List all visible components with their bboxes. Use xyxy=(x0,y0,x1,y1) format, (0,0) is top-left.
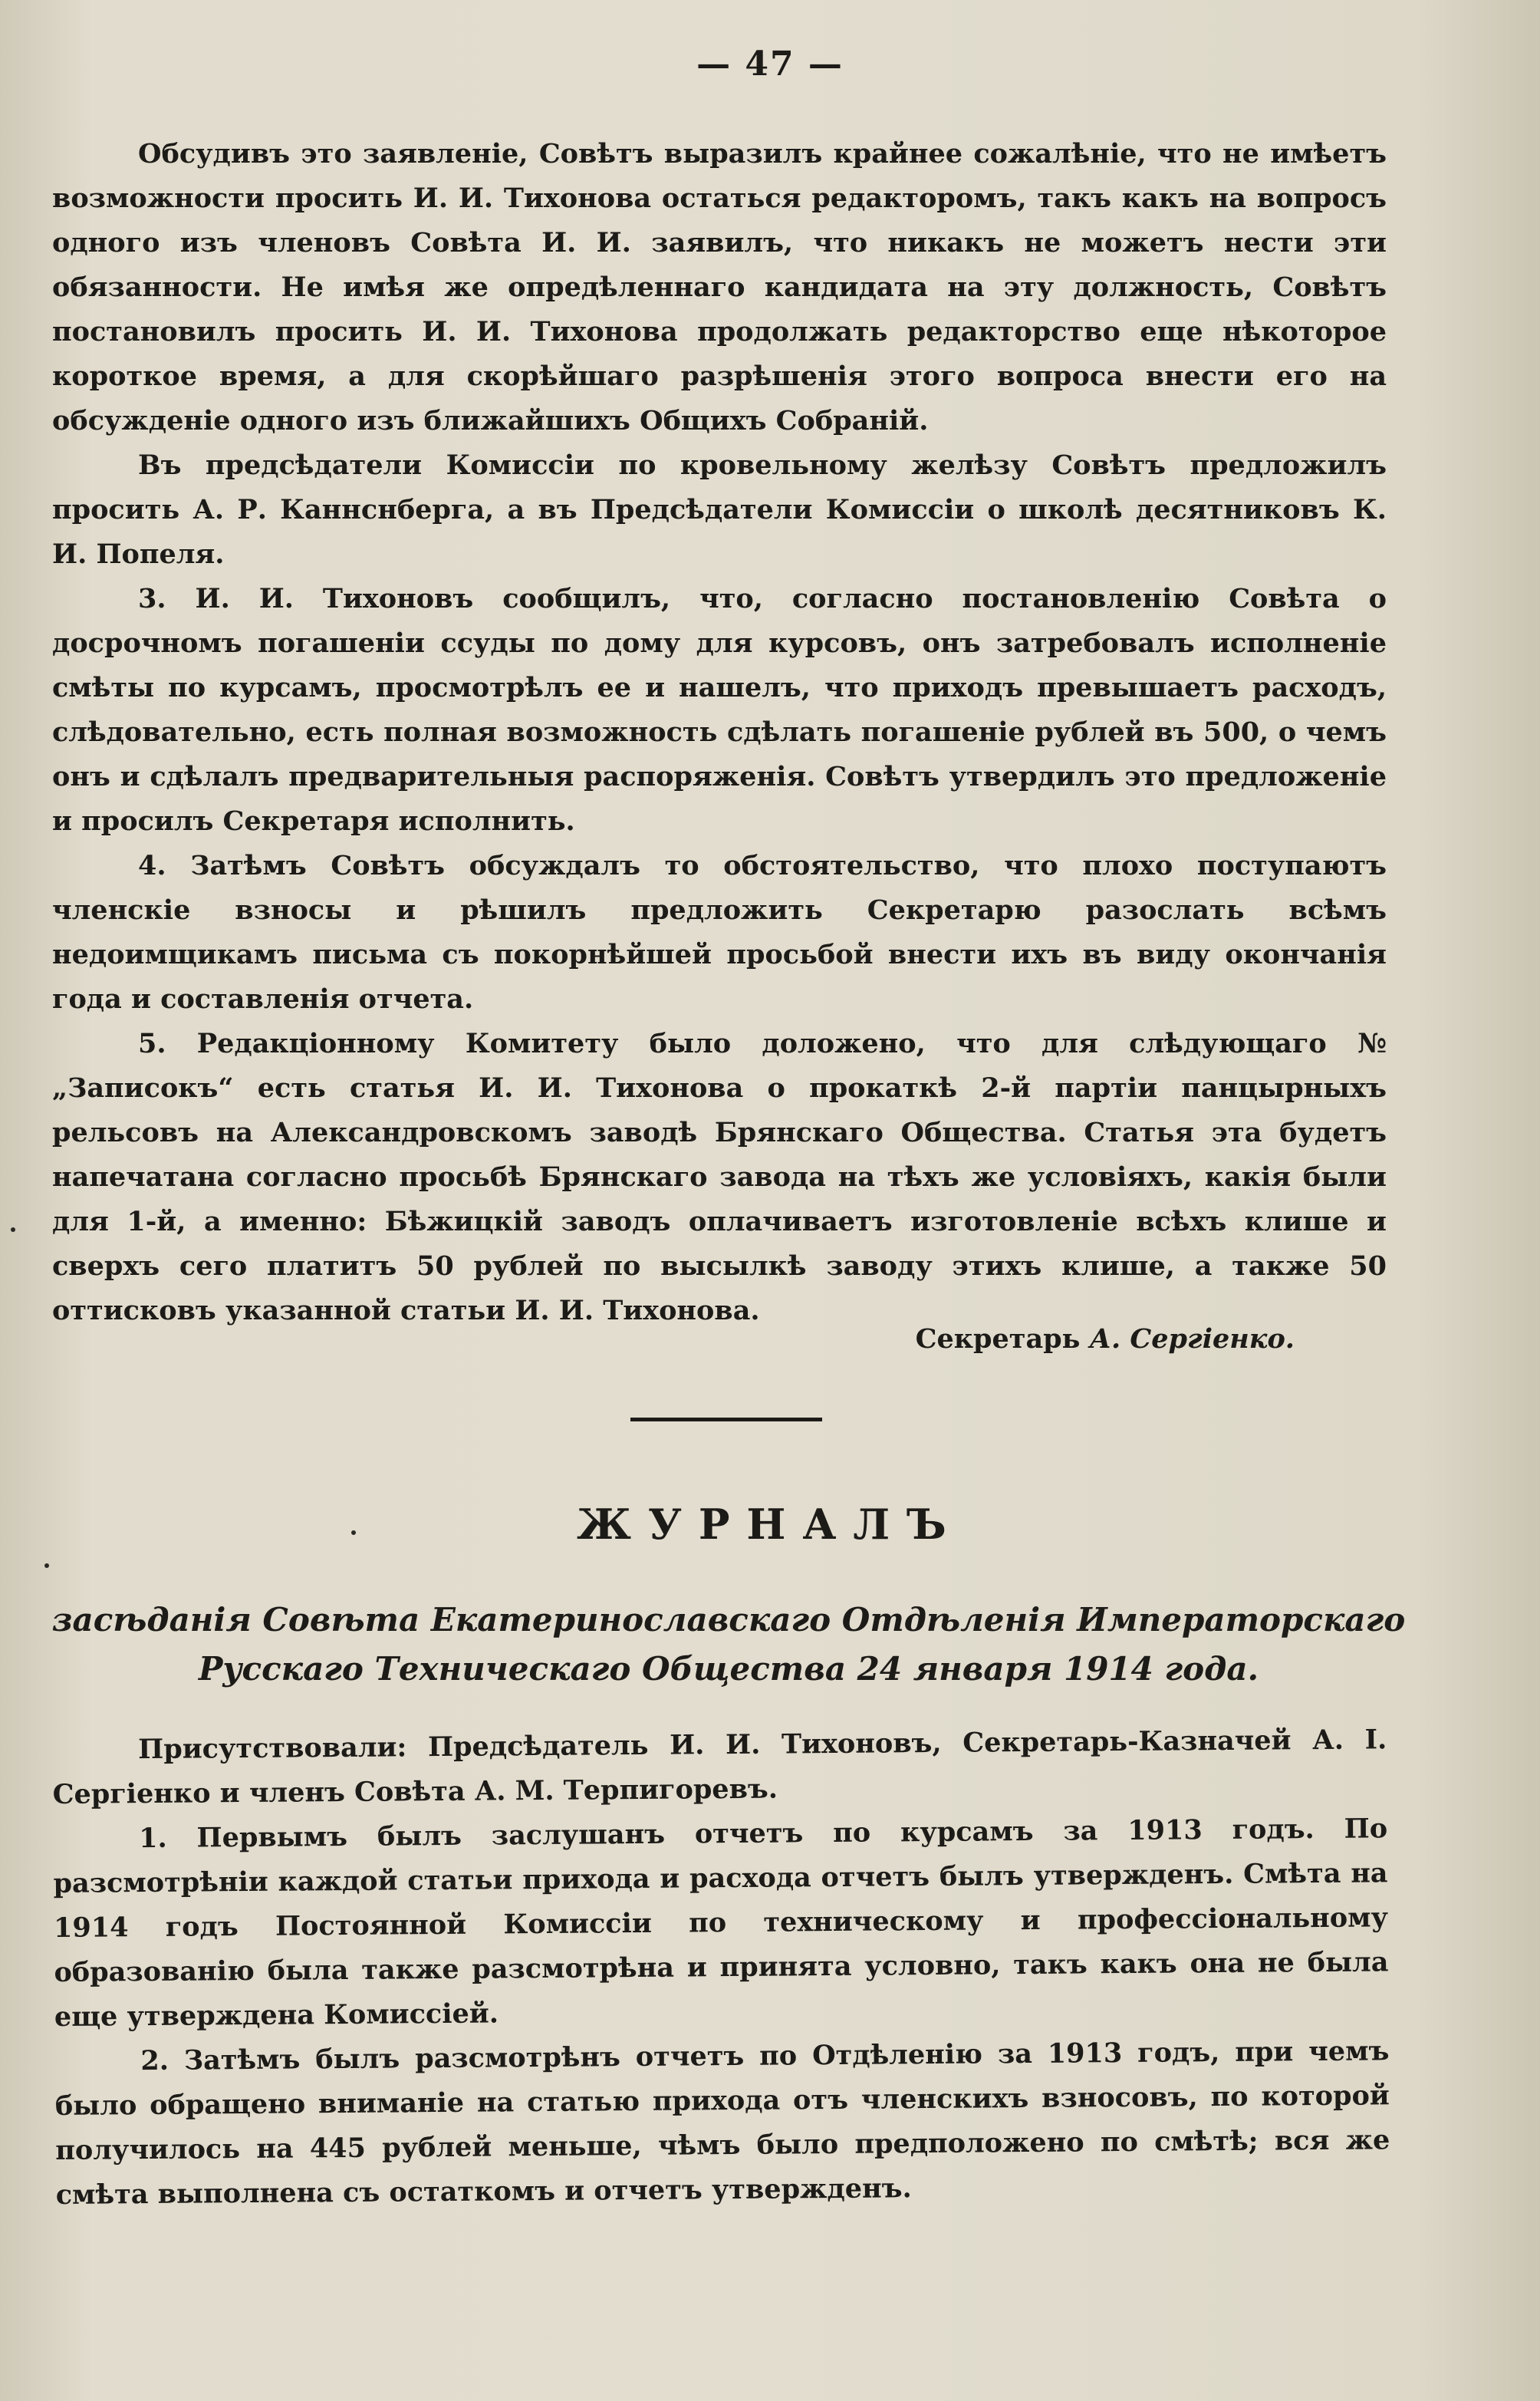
print-speck xyxy=(44,1563,49,1568)
signature-title: Секретарь xyxy=(915,1323,1081,1355)
paragraph-attendees: Присутствовали: Предсѣдатель И. И. Тихоновъ, Секретарь-Казначей А. І. Сергіенко и членъ Совѣта А. М. Терпигоревъ. xyxy=(52,1724,1387,1810)
journal-subtitle xyxy=(46,1596,1411,1694)
paragraph-discussion: Обсудивъ это заявленіе, Совѣтъ выразилъ крайнее сожалѣніе, что не имѣетъ возможности просить И. И. Тихонова остаться редакторомъ, такъ какъ на вопросъ одного изъ членовъ Совѣта И. И. заявилъ, что никакъ не можетъ нести эти обязанности. Не имѣя же опредѣленнаго кандидата на эту должность, Совѣтъ постановилъ просить И. И. Тихонова продолжать редакторство еще нѣкоторое короткое время, а для скорѣйшаго разрѣшенія этого вопроса внести его на обсужденіе одного изъ ближайшихъ Общихъ Собраній. xyxy=(52,138,1387,436)
secretary-signature xyxy=(916,1323,1295,1355)
journal-minutes xyxy=(52,1718,1390,2218)
page-number: — 47 — xyxy=(696,44,844,84)
section-divider xyxy=(630,1418,822,1421)
journal-title: ЖУРНАЛЪ xyxy=(577,1500,963,1549)
paragraph-journal-item-2: 2. Затѣмъ былъ разсмотрѣнъ отчетъ по Отдѣленію за 1913 годъ, при чемъ было обращено вниманіе на статью прихода отъ членскихъ взносовъ, по которой получилось на 445 рублей меньше, чѣмъ было предположено по смѣтѣ; вся же смѣта выполнена съ остаткомъ и отчетъ утвержденъ. xyxy=(54,2035,1390,2211)
paragraph-item-3: 3. И. И. Тихоновъ сообщилъ, что, согласно постановленію Совѣта о досрочномъ погашеніи ссуды по дому для курсовъ, онъ затребовалъ исполненіе смѣты по курсамъ, просмотрѣлъ ее и нашелъ, что приходъ превышаетъ расходъ, слѣдовательно, есть полная возможность сдѣлать погашеніе рублей въ 500, о чемъ онъ и сдѣлалъ предварительныя распоряженія. Совѣтъ утвердилъ это предложеніе и просилъ Секретаря исполнить. xyxy=(52,583,1387,837)
paragraph-item-4: 4. Затѣмъ Совѣтъ обсуждалъ то обстоятельство, что плохо поступаютъ членскіе взносы и рѣшилъ предложить Секретарю разослать всѣмъ недоимщикамъ письма съ покорнѣйшей просьбой внести ихъ въ виду окончанія года и составленія отчета. xyxy=(52,850,1387,1015)
paragraph-commission-chairs: Въ предсѣдатели Комиссіи по кровельному желѣзу Совѣтъ предложилъ просить А. Р. Каннснберга, а въ Предсѣдатели Комиссіи о школѣ десятниковъ К. И. Попеля. xyxy=(52,450,1387,570)
journal-subtitle-line-2: Русскаго Техническаго Общества 24 января 1914 года. xyxy=(198,1650,1259,1688)
journal-subtitle-line-1: засѣданія Совѣта Екатеринославскаго Отдѣленія Императорскаго xyxy=(51,1601,1406,1639)
council-minutes-continuation xyxy=(52,132,1387,1333)
signature-name: А. Сергіенко. xyxy=(1089,1323,1295,1355)
paragraph-item-5: 5. Редакціонному Комитету было доложено, что для слѣдующаго № „Записокъ“ есть статья И. И. Тихонова о прокаткѣ 2-й партіи панцырныхъ рельсовъ на Александровскомъ заводѣ Брянскаго Общества. Статья эта будетъ напечатана согласно просьбѣ Брянскаго завода на тѣхъ же условіяхъ, какія были для 1-й, а именно: Бѣжицкій заводъ оплачиваетъ изготовленіе всѣхъ клише и сверхъ сего платитъ 50 рублей по высылкѣ заводу этихъ клише, а также 50 оттисковъ указанной статьи И. И. Тихонова. xyxy=(52,1028,1387,1326)
print-speck xyxy=(11,1227,15,1232)
paragraph-journal-item-1: 1. Первымъ былъ заслушанъ отчетъ по курсамъ за 1913 годъ. По разсмотрѣніи каждой статьи прихода и расхода отчетъ былъ утвержденъ. Смѣта на 1914 годъ Постоянной Комиссіи по техническому и профессіональному образованію была также разсмотрѣна и принята условно, такъ какъ она не была еще утверждена Комиссіей. xyxy=(53,1813,1389,2033)
